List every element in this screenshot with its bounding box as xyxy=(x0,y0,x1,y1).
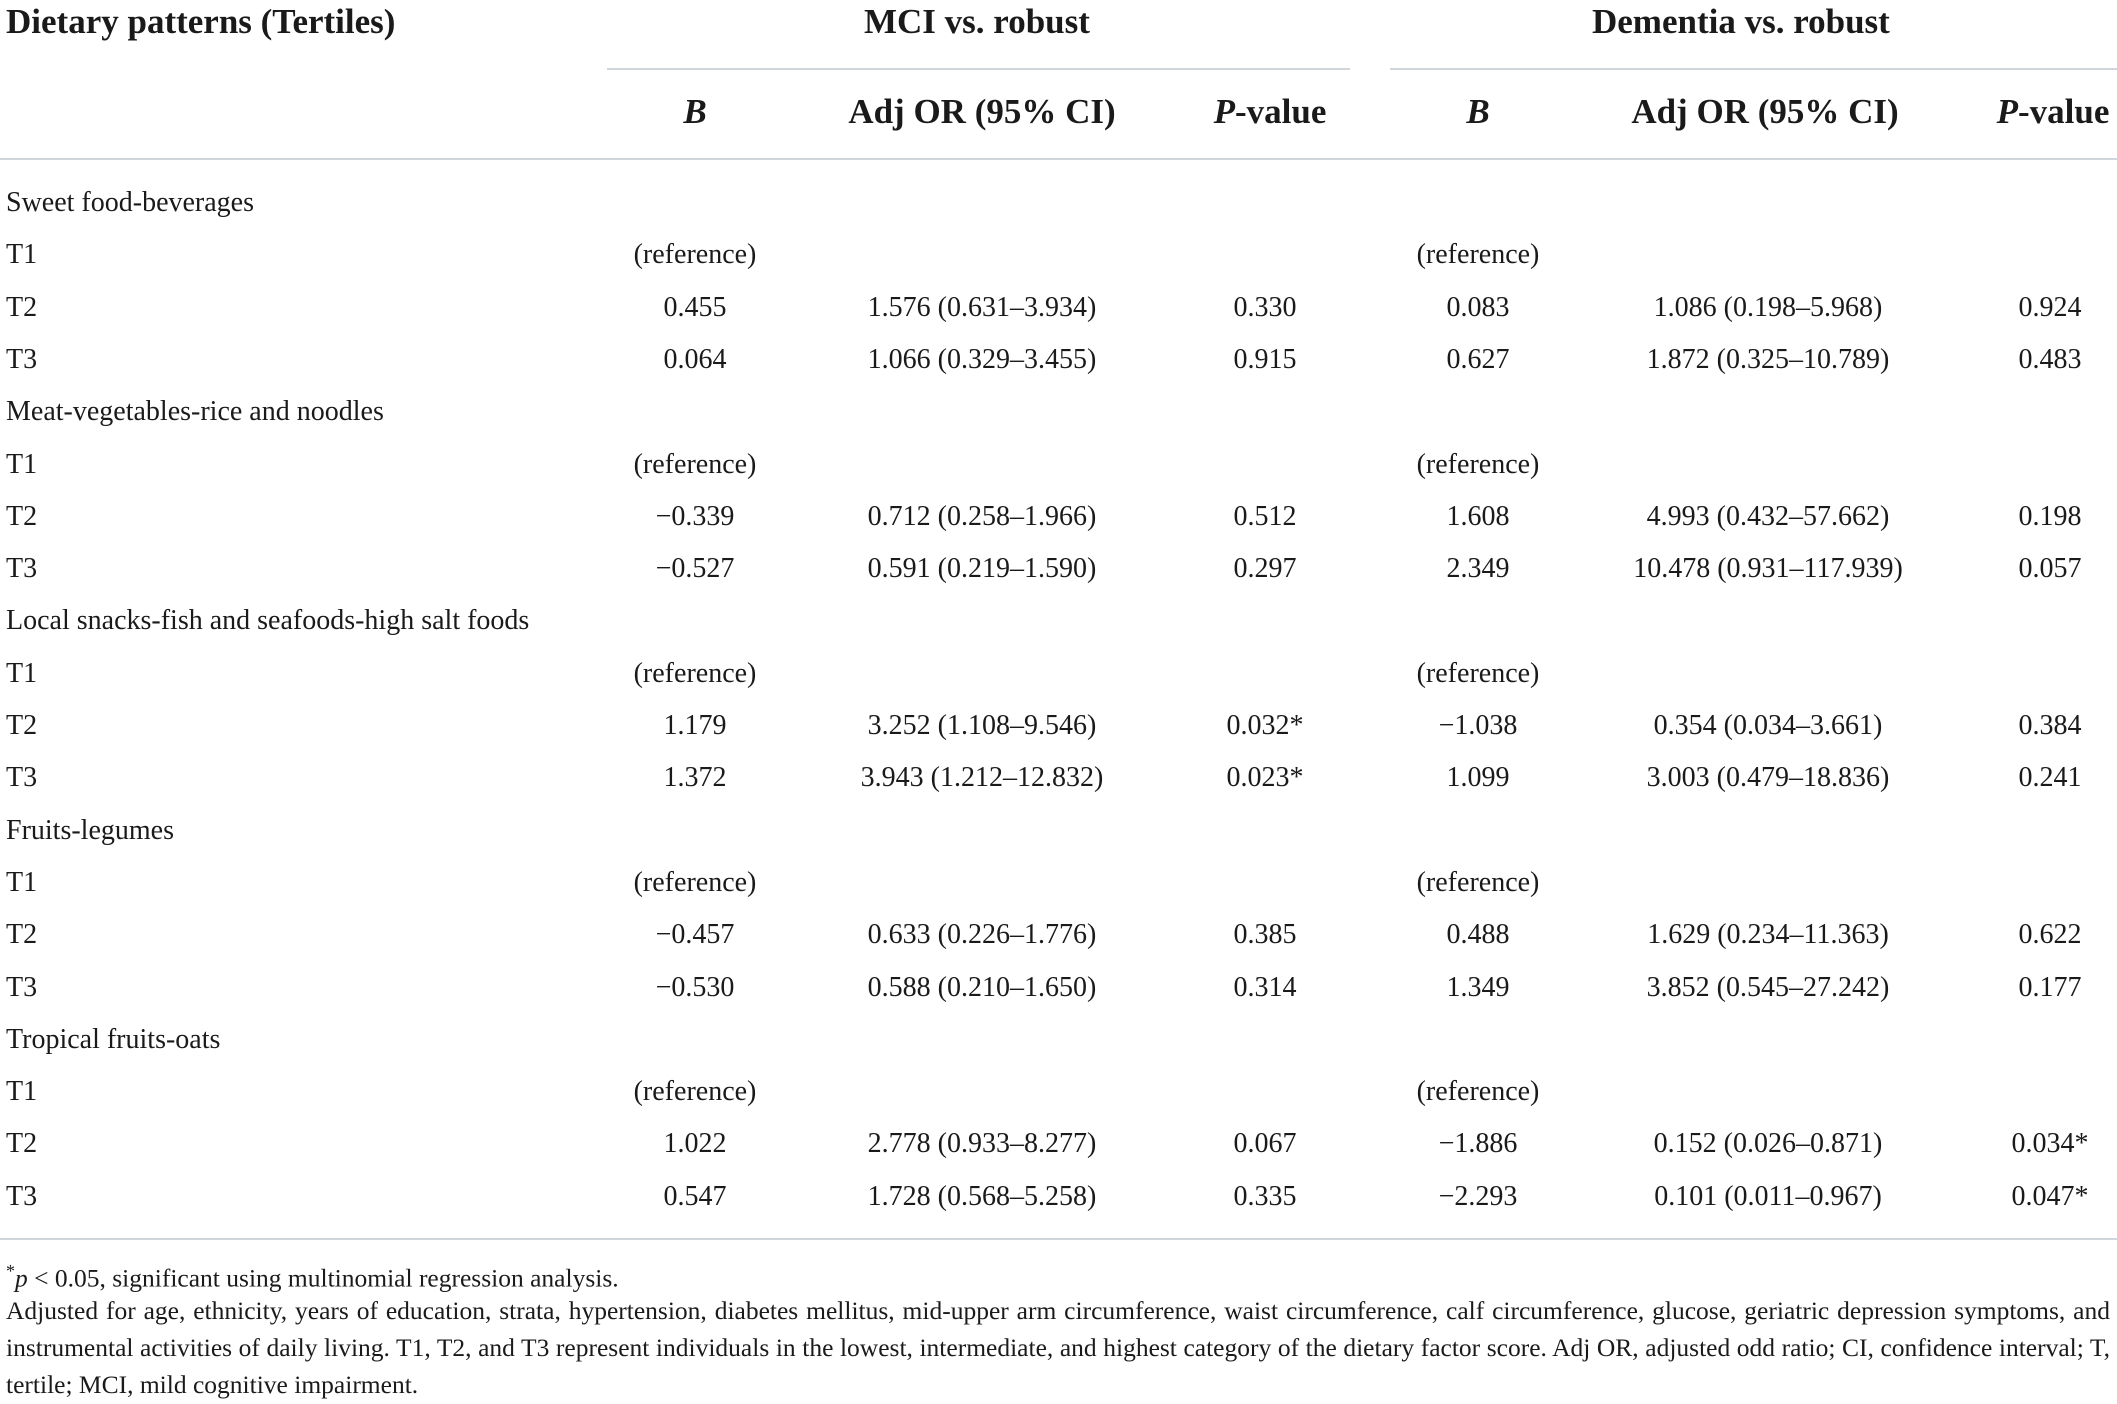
col-header-or-text: Adj OR (95% CI) xyxy=(848,92,1116,131)
mci-b-cell: (reference) xyxy=(633,658,757,689)
group-header-dementia: Dementia vs. robust xyxy=(1592,2,1890,41)
tertile-label: T1 xyxy=(6,1076,38,1107)
dem-b-cell: −1.886 xyxy=(1438,1128,1518,1159)
dem-or-cell: 0.152 (0.026–0.871) xyxy=(1653,1128,1883,1159)
tertile-label: T1 xyxy=(6,867,38,898)
dem-b-cell: (reference) xyxy=(1416,658,1540,689)
mci-b-cell: (reference) xyxy=(633,449,757,480)
row-header-title: Dietary patterns (Tertiles) xyxy=(6,2,396,41)
tertile-label: T3 xyxy=(6,1181,38,1212)
footnote-significance xyxy=(6,1253,2110,1297)
mci-or-cell: 1.728 (0.568–5.258) xyxy=(867,1181,1097,1212)
dem-or-cell: 0.354 (0.034–3.661) xyxy=(1653,710,1883,741)
dem-b-cell: (reference) xyxy=(1416,867,1540,898)
dem-or-cell: 3.852 (0.545–27.242) xyxy=(1646,972,1890,1003)
tertile-label: T3 xyxy=(6,762,38,793)
footnote-star: * xyxy=(6,1261,15,1281)
mci-p-cell: 0.023* xyxy=(1226,762,1304,793)
table-bottom-rule xyxy=(0,1238,2117,1240)
dem-or-cell: 0.101 (0.011–0.967) xyxy=(1654,1181,1882,1212)
tertile-label: T2 xyxy=(6,292,38,323)
dem-p-cell: 0.384 xyxy=(2018,710,2082,741)
mci-p-cell: 0.330 xyxy=(1233,292,1297,323)
dem-p-cell: 0.047* xyxy=(2011,1181,2089,1212)
mci-b-cell: −0.457 xyxy=(655,919,735,950)
dem-b-cell: 2.349 xyxy=(1446,553,1510,584)
tertile-label: T2 xyxy=(6,1128,38,1159)
group-label: Tropical fruits-oats xyxy=(6,1024,221,1055)
col-header-p-rest: -value xyxy=(1235,92,1327,131)
group-label: Meat-vegetables-rice and noodles xyxy=(6,396,384,427)
mci-or-cell: 1.576 (0.631–3.934) xyxy=(867,292,1097,323)
mci-b-cell: 0.064 xyxy=(663,344,727,375)
mci-p-cell: 0.385 xyxy=(1233,919,1297,950)
dem-b-cell: 0.627 xyxy=(1446,344,1510,375)
dem-p-cell: 0.483 xyxy=(2018,344,2082,375)
mci-b-cell: (reference) xyxy=(633,867,757,898)
mci-p-cell: 0.297 xyxy=(1233,553,1297,584)
tertile-label: T3 xyxy=(6,972,38,1003)
col-header-dem-or xyxy=(1605,90,1925,134)
col-header-p-italic: P xyxy=(1996,92,2018,131)
mci-p-cell: 0.067 xyxy=(1233,1128,1297,1159)
mci-or-cell: 1.066 (0.329–3.455) xyxy=(867,344,1097,375)
mci-or-cell: 2.778 (0.933–8.277) xyxy=(867,1128,1097,1159)
dem-b-cell: −1.038 xyxy=(1438,710,1518,741)
mci-b-cell: 0.547 xyxy=(663,1181,727,1212)
dem-or-cell: 4.993 (0.432–57.662) xyxy=(1646,501,1890,532)
mci-b-cell: −0.530 xyxy=(655,972,735,1003)
dem-b-cell: −2.293 xyxy=(1438,1181,1518,1212)
dem-b-cell: 0.488 xyxy=(1446,919,1510,950)
footnote-sig-text: < 0.05, significant using multinomial regression analysis. xyxy=(27,1263,619,1293)
tertile-label: T3 xyxy=(6,344,38,375)
mci-p-cell: 0.032* xyxy=(1226,710,1304,741)
dem-p-cell: 0.057 xyxy=(2018,553,2082,584)
mci-b-cell: 0.455 xyxy=(663,292,727,323)
mci-p-cell: 0.512 xyxy=(1233,501,1297,532)
mci-b-cell: (reference) xyxy=(633,1076,757,1107)
group-label: Fruits-legumes xyxy=(6,815,174,846)
dem-or-cell: 1.086 (0.198–5.968) xyxy=(1653,292,1883,323)
col-header-dem-p xyxy=(1953,90,2117,134)
group-rule-dementia xyxy=(1390,68,2117,70)
dem-p-cell: 0.177 xyxy=(2018,972,2082,1003)
dem-or-cell: 10.478 (0.931–117.939) xyxy=(1633,553,1903,584)
mci-or-cell: 3.943 (1.212–12.832) xyxy=(860,762,1104,793)
col-header-b-text: B xyxy=(1466,92,1490,131)
dem-b-cell: 1.099 xyxy=(1446,762,1510,793)
col-header-or-text: Adj OR (95% CI) xyxy=(1631,92,1899,131)
group-label: Sweet food-beverages xyxy=(6,187,255,218)
mci-or-cell: 0.591 (0.219–1.590) xyxy=(867,553,1097,584)
dem-b-cell: 1.349 xyxy=(1446,972,1510,1003)
mci-or-cell: 0.588 (0.210–1.650) xyxy=(867,972,1097,1003)
dem-b-cell: (reference) xyxy=(1416,449,1540,480)
dem-b-cell: (reference) xyxy=(1416,1076,1540,1107)
tertile-label: T3 xyxy=(6,553,38,584)
col-header-dem-b xyxy=(1378,90,1578,134)
col-header-p-rest: -value xyxy=(2018,92,2110,131)
mci-b-cell: 1.179 xyxy=(663,710,727,741)
mci-or-cell: 3.252 (1.108–9.546) xyxy=(867,710,1097,741)
mci-p-cell: 0.335 xyxy=(1233,1181,1297,1212)
col-header-mci-p xyxy=(1170,90,1370,134)
tertile-label: T1 xyxy=(6,239,38,270)
dem-b-cell: 1.608 xyxy=(1446,501,1510,532)
mci-b-cell: (reference) xyxy=(633,239,757,270)
group-label: Local snacks-fish and seafoods-high salt foods xyxy=(6,605,530,636)
mci-or-cell: 0.712 (0.258–1.966) xyxy=(867,501,1097,532)
dem-p-cell: 0.198 xyxy=(2018,501,2082,532)
tertile-label: T2 xyxy=(6,710,38,741)
dem-p-cell: 0.241 xyxy=(2018,762,2082,793)
mci-p-cell: 0.915 xyxy=(1233,344,1297,375)
group-header-mci: MCI vs. robust xyxy=(864,2,1090,41)
tertile-label: T1 xyxy=(6,658,38,689)
dem-b-cell: 0.083 xyxy=(1446,292,1510,323)
header-bottom-rule xyxy=(0,158,2117,160)
dem-or-cell: 1.872 (0.325–10.789) xyxy=(1646,344,1890,375)
mci-p-cell: 0.314 xyxy=(1233,972,1297,1003)
dem-p-cell: 0.034* xyxy=(2011,1128,2089,1159)
col-header-mci-or xyxy=(822,90,1142,134)
group-rule-mci xyxy=(607,68,1350,70)
mci-b-cell: −0.339 xyxy=(655,501,735,532)
col-header-p-italic: P xyxy=(1213,92,1235,131)
dem-p-cell: 0.622 xyxy=(2018,919,2082,950)
mci-or-cell: 0.633 (0.226–1.776) xyxy=(867,919,1097,950)
footnote-adjusted: Adjusted for age, ethnicity, years of education, strata, hypertension, diabetes mellitus, mid-upper arm circumference, waist circumference, calf circumference, glucose, geriatric depression symptoms, and instrumental activities of daily living. T1, T2, and T3 represent individuals in the lowest, intermediate, and highest category of the dietary factor score. Adj OR, adjusted odd ratio; CI, confidence interval; T, tertile; MCI, mild cognitive impairment. xyxy=(6,1296,2110,1399)
col-header-mci-b xyxy=(595,90,795,134)
tertile-label: T1 xyxy=(6,449,38,480)
mci-b-cell: 1.022 xyxy=(663,1128,727,1159)
tertile-label: T2 xyxy=(6,919,38,950)
dem-or-cell: 3.003 (0.479–18.836) xyxy=(1646,762,1890,793)
mci-b-cell: 1.372 xyxy=(663,762,727,793)
dem-or-cell: 1.629 (0.234–11.363) xyxy=(1647,919,1889,950)
footnote-p: p xyxy=(15,1263,28,1293)
dem-p-cell: 0.924 xyxy=(2018,292,2082,323)
tertile-label: T2 xyxy=(6,501,38,532)
mci-b-cell: −0.527 xyxy=(655,553,735,584)
dem-b-cell: (reference) xyxy=(1416,239,1540,270)
col-header-b-text: B xyxy=(683,92,707,131)
